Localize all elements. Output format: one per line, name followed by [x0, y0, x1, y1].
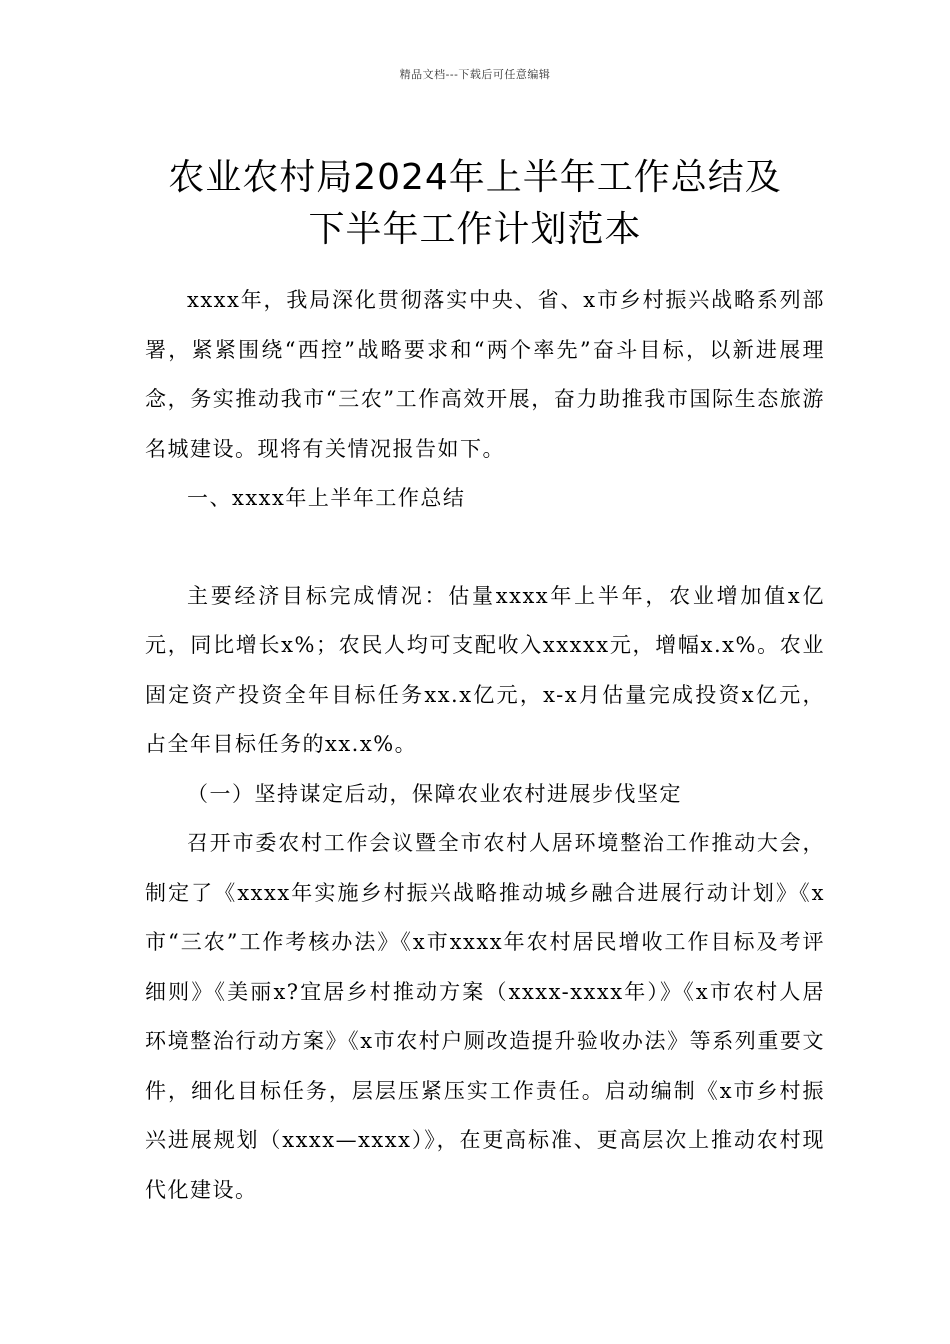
document-body	[145, 276, 825, 1215]
page-header: 精品文档---下载后可任意编辑	[399, 68, 551, 81]
subsection-heading-1: （一）坚持谋定后动，保障农业农村进展步伐坚定	[187, 781, 682, 806]
title-line-1: 农业农村局2024年上半年工作总结及	[168, 157, 782, 199]
section-heading-1: 一、xxxx年上半年工作总结	[187, 486, 466, 510]
title-line-2: 下半年工作计划范本	[308, 209, 642, 251]
intro-paragraph: xxxx年，我局深化贯彻落实中央、省、x市乡村振兴战略系列部署，紧紧围绕“西控”战略要求和“两个率先”奋斗目标，以新进展理念，务实推动我市“三农”工作高效开展，奋力助推我市国际生态旅游名城建设。现将有关情况报告如下。	[145, 288, 825, 461]
section-spacer	[145, 524, 825, 572]
subsection-1-paragraph: 召开市委农村工作会议暨全市农村人居环境整治工作推动大会，制定了《xxxx年实施乡村振兴战略推动城乡融合进展行动计划》《x市“三农”工作考核办法》《x市xxxx年农村居民增收工作目标及考评细则》《美丽x?宜居乡村推动方案（xxxx-xxxx年）》《x市农村人居环境整治行动方案》《x市农村户厕改造提升验收办法》等系列重要文件，细化目标任务，层层压紧压实工作责任。启动编制《x市乡村振兴进展规划（xxxx—xxxx）》，在更高标准、更高层次上推动农村现代化建设。	[145, 831, 825, 1202]
document-title	[60, 152, 890, 256]
economic-targets-paragraph: 主要经济目标完成情况：估量xxxx年上半年，农业增加值x亿元，同比增长x%；农民人均可支配收入xxxxx元，增幅x.x%。农业固定资产投资全年目标任务xx.x亿元，x-x月估量完成投资x亿元，占全年目标任务的xx.x%。	[145, 583, 825, 756]
